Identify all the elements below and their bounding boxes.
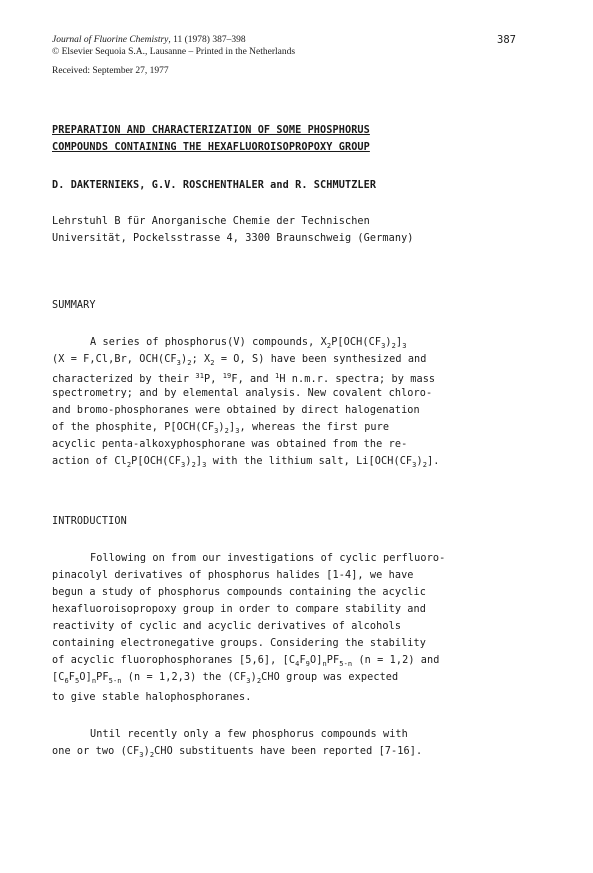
summary-line-2: (X = F,Cl,Br, $OCH(CF_3)_2$; $X_2 = O$, S) have been synthesized and <box>52 354 427 367</box>
received-date: Received: September 27, 1977 <box>52 66 169 76</box>
page-number: 387 <box>497 34 516 46</box>
summary-line-4: spectrometry; and by elemental analysis. New covalent chloro- <box>52 388 433 399</box>
summary-line-3: characterized by their $^{31}$P, $^{19}$F, and $^1$H n.m.r. spectra; by mass <box>52 372 436 385</box>
summary-line-7: acyclic penta-alkoxyphosphorane was obtained from the re- <box>52 439 408 450</box>
affiliation-line-1: Lehrstuhl B für Anorganische Chemie der Technischen <box>52 216 370 227</box>
intro-line-9: to give stable halophosphoranes. <box>52 692 252 703</box>
summary-line-6: of the phosphite, $P[OCH(CF_3)_2]_3$, whereas the first pure <box>52 422 390 435</box>
summary-heading: SUMMARY <box>52 300 96 311</box>
intro-p2-line-2: one or two $(CF_3)_2CHO$ substituents have been reported [7-16]. <box>52 746 423 759</box>
journal-citation <box>52 34 246 46</box>
publisher-line: © Elsevier Sequoia S.A., Lausanne – Printed in the Netherlands <box>52 47 296 57</box>
intro-line-7: of acyclic fluorophosphoranes [5,6], $[C_4F_9O]_nPF_{5-n}$ (n = 1,2) and <box>52 655 440 668</box>
intro-line-8: $[C_6F_5O]_nPF_{5-n}$ (n = 1,2,3) the $(CF_3)_2CHO$ group was expected <box>52 672 399 685</box>
intro-line-2: pinacolyl derivatives of phosphorus halides [1-4], we have <box>52 570 414 581</box>
intro-p2-line-1: Until recently only a few phosphorus compounds with <box>90 729 408 740</box>
intro-line-5: reactivity of cyclic and acyclic derivatives of alcohols <box>52 621 402 632</box>
article-title-line-1: PREPARATION AND CHARACTERIZATION OF SOME PHOSPHORUS <box>52 125 370 136</box>
intro-line-1: Following on from our investigations of cyclic perfluoro- <box>90 553 446 564</box>
summary-line-5: and bromo-phosphoranes were obtained by direct halogenation <box>52 405 420 416</box>
intro-line-6: containing electronegative groups. Considering the stability <box>52 638 427 649</box>
summary-line-8: action of $Cl_2P[OCH(CF_3)_2]_3$ with the lithium salt, $Li[OCH(CF_3)_2]$. <box>52 456 440 469</box>
introduction-heading: INTRODUCTION <box>52 516 127 527</box>
journal-name: Journal of Fluorine Chemistry <box>52 35 169 45</box>
summary-line-1: A series of phosphorus(V) compounds, $X_2P[OCH(CF_3)_2]_3$ <box>90 337 407 350</box>
article-title-line-2: COMPOUNDS CONTAINING THE HEXAFLUOROISOPROPOXY GROUP <box>52 142 370 153</box>
affiliation-line-2: Universität, Pockelsstrasse 4, 3300 Braunschweig (Germany) <box>52 233 414 244</box>
authors: D. DAKTERNIEKS, G.V. ROSCHENTHALER and R. SCHMUTZLER <box>52 180 377 191</box>
intro-line-4: hexafluoroisopropoxy group in order to compare stability and <box>52 604 427 615</box>
journal-volume-pages: , 11 (1978) 387–398 <box>168 35 246 45</box>
intro-line-3: begun a study of phosphorus compounds containing the acyclic <box>52 587 427 598</box>
